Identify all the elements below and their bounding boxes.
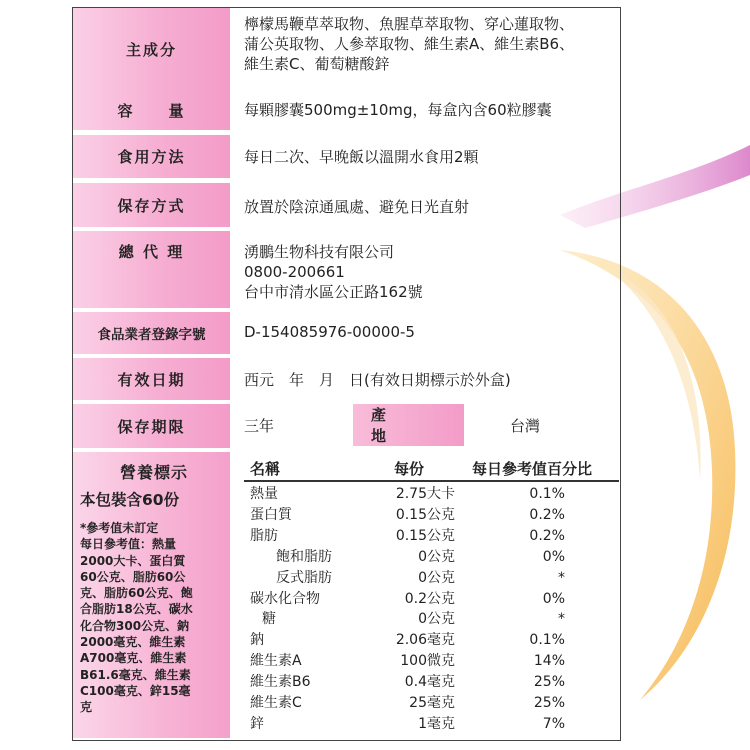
nutrition-row-pct: 25% (533, 674, 565, 691)
storage-value: 放置於陰涼通風處、避免日光直射 (244, 198, 470, 216)
nutrition-row-name: 糖 (262, 611, 276, 628)
nutrition-reference-note (80, 520, 226, 716)
nutrition-row-name: 熱量 (250, 486, 278, 502)
nutrition-row-amount: 0.15公克 (395, 506, 455, 523)
nutrition-row-amount: 0公克 (418, 611, 455, 628)
nutrition-row-name: 飽和脂肪 (276, 548, 332, 565)
nutrition-row-pct: * (558, 611, 565, 628)
nutrition-row-name: 鋅 (250, 715, 264, 732)
nutrition-row-amount: 100微克 (400, 653, 455, 670)
nutrition-row-name: 鈉 (250, 632, 264, 649)
expiry-value: 西元 年 月 日(有效日期標示於外盒) (244, 371, 511, 389)
nutrition-row-amount: 0.4毫克 (404, 674, 455, 691)
note-line: 2000毫克、維生素 (80, 635, 186, 650)
nutrition-title: 營養標示 (120, 463, 189, 482)
registration-label: 食品業者登錄字號 (73, 312, 230, 356)
note-line: 合脂肪18公克、碳水 (80, 602, 193, 617)
nutrition-row-pct: 0% (542, 590, 565, 607)
nutrition-header-per-serving: 每份 (394, 460, 425, 478)
nutrition-row-pct: * (558, 569, 565, 586)
nutrition-row-pct: 0% (542, 548, 565, 565)
nutrition-row-name: 反式脂肪 (276, 569, 332, 586)
nutrition-row-pct: 7% (542, 715, 565, 732)
nutrition-row-amount: 2.06毫克 (395, 632, 455, 649)
note-line: 克、脂肪60公克、飽 (80, 586, 193, 601)
nutrition-row-amount: 0公克 (418, 548, 455, 565)
note-line: 60公克、脂肪60公 (80, 569, 186, 584)
note-line: C100毫克、鋅15毫 (80, 683, 191, 698)
nutrition-row-pct: 0.2% (529, 527, 565, 544)
nutrition-row-pct: 14% (533, 653, 565, 670)
ingredients-line: 檸檬馬鞭草萃取物、魚腥草萃取物、穿心蓮取物、 (244, 15, 575, 33)
shelf-life-value: 三年 (244, 417, 275, 435)
capacity-value: 每顆膠囊500mg±10mg，每盒內含60粒膠囊 (244, 101, 552, 119)
ingredients-label: 主成分 (73, 8, 230, 92)
note-line: *參考值未訂定 (80, 521, 159, 535)
nutrition-header-rule (244, 480, 619, 482)
nutrition-row-name: 脂肪 (250, 527, 278, 544)
capacity-label: 容 量 (73, 90, 230, 132)
nutrition-row-name: 維生素B6 (250, 674, 311, 691)
nutrition-row-name: 維生素C (250, 695, 302, 711)
expiry-label: 有效日期 (73, 358, 230, 402)
note-line: B61.6毫克、維生素 (80, 667, 191, 682)
ingredients-line: 蒲公英取物、人參萃取物、維生素A、維生素B6、 (244, 35, 575, 53)
origin-value: 台灣 (510, 417, 541, 435)
usage-value: 每日二次、早晚飯以溫開水食用2顆 (244, 148, 479, 166)
nutrition-row-amount: 0公克 (418, 569, 455, 586)
agent-value (244, 242, 423, 302)
nutrition-servings: 本包裝含60份 (80, 491, 180, 509)
nutrition-row-name: 碳水化合物 (250, 590, 320, 607)
nutrition-row-pct: 0.2% (529, 506, 565, 523)
ingredients-value (244, 14, 574, 74)
nutrition-header-daily-pct: 每日參考值百分比 (472, 460, 593, 478)
nutrition-row-name: 蛋白質 (250, 506, 292, 523)
nutrition-row-pct: 0.1% (529, 632, 565, 649)
storage-label: 保存方式 (73, 183, 230, 229)
agent-company: 湧鵬生物科技有限公司 (244, 243, 395, 261)
nutrition-row-pct: 0.1% (529, 486, 565, 502)
shelf-life-label: 保存期限 (73, 404, 230, 450)
nutrition-row-amount: 0.2公克 (404, 590, 455, 607)
usage-label: 食用方法 (73, 135, 230, 180)
nutrition-row-amount: 0.15公克 (395, 527, 455, 544)
agent-phone: 0800-200661 (244, 263, 345, 281)
note-line: 每日參考值：熱量 (80, 537, 177, 552)
registration-value: D-154085976-00000-5 (244, 323, 415, 341)
origin-label: 產 地 (353, 404, 464, 446)
note-line: 2000大卡、蛋白質 (80, 553, 186, 568)
nutrition-row-amount: 1毫克 (418, 715, 455, 732)
note-line: 克 (80, 700, 93, 715)
nutrition-row-amount: 2.75大卡 (395, 486, 455, 502)
ingredients-line: 維生素C、葡萄糖酸鋅 (244, 55, 390, 73)
note-line: 化合物300公克、鈉 (80, 618, 190, 633)
nutrition-row-amount: 25毫克 (409, 695, 455, 711)
agent-address: 台中市清水區公正路162號 (244, 283, 423, 301)
agent-label: 總 代 理 (73, 231, 230, 310)
nutrition-header-name: 名稱 (250, 460, 281, 478)
note-line: A700毫克、維生素 (80, 651, 187, 666)
nutrition-row-name: 維生素A (250, 653, 302, 670)
nutrition-row-pct: 25% (533, 695, 565, 711)
